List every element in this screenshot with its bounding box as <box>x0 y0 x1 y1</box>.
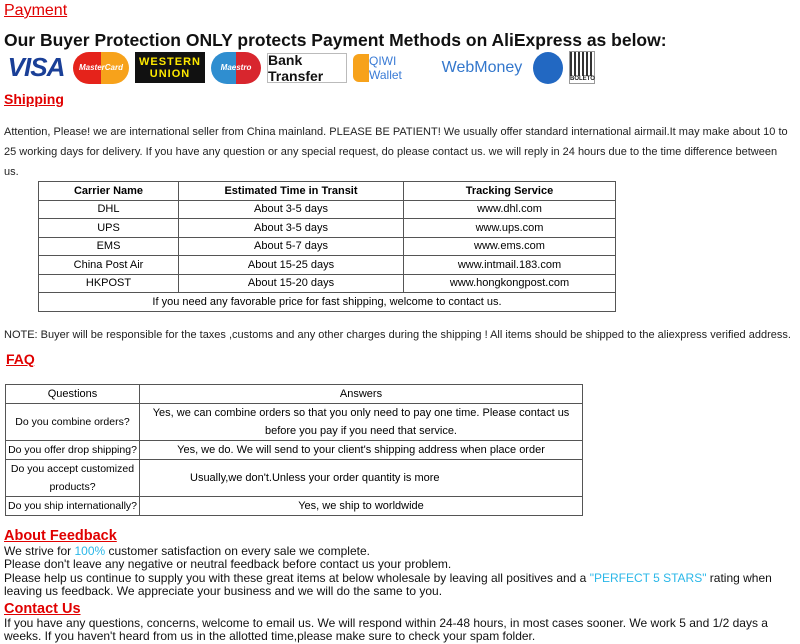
text: Please don't leave any negative or neutral feedback before contact us your problem. <box>4 557 452 572</box>
table-cell: About 5-7 days <box>179 237 404 256</box>
mastercard-logo: MasterCard <box>73 52 129 84</box>
highlight-text: 100% <box>74 544 106 558</box>
faq-row <box>6 460 583 497</box>
table-cell: China Post Air <box>39 256 179 275</box>
faq-row <box>6 497 583 516</box>
table-row <box>39 256 616 275</box>
faq-question: Do you combine orders? <box>6 404 140 441</box>
text: We strive for <box>4 544 75 558</box>
contact-heading: Contact Us <box>4 600 81 617</box>
payment-logos <box>5 50 595 85</box>
faq-answer: Yes, we do. We will send to your client's shipping address when place order <box>140 441 583 460</box>
faq-answer: Yes, we ship to worldwide <box>140 497 583 516</box>
table-cell: EMS <box>39 237 179 256</box>
table-footer: If you need any favorable price for fast shipping, welcome to contact us. <box>39 293 616 312</box>
column-header: Questions <box>6 385 140 404</box>
column-header: Estimated Time in Transit <box>179 182 404 201</box>
faq-question: Do you offer drop shipping? <box>6 441 140 460</box>
faq-question: Do you accept customized products? <box>6 460 140 497</box>
column-header: Answers <box>140 385 583 404</box>
table-cell: www.ups.com <box>404 219 616 238</box>
text: Please help us continue to supply you with these great items at below wholesale by leaving all positives and a <box>4 570 590 585</box>
table-cell: About 3-5 days <box>179 200 404 219</box>
column-header: Tracking Service <box>404 182 616 201</box>
shipping-heading: Shipping <box>4 91 64 107</box>
table-cell: DHL <box>39 200 179 219</box>
column-header: Carrier Name <box>39 182 179 201</box>
shipping-note: NOTE: Buyer will be responsible for the taxes ,customs and any other charges during the shipping ! All items should be shipped to the aliexpress verified address. <box>4 329 791 341</box>
bottom-section <box>0 384 800 643</box>
text: rating when leaving us feedback. We appreciate your business and we will do the same to you. <box>4 570 772 599</box>
table-row <box>39 274 616 293</box>
boleto-label: BOLETO <box>570 76 595 82</box>
bank-transfer-logo: Bank Transfer <box>267 53 347 83</box>
western-union-logo: WESTERN UNION <box>135 52 205 83</box>
webmoney-globe-icon <box>533 52 563 84</box>
barcode-icon <box>570 52 594 76</box>
table-row <box>39 219 616 238</box>
shipping-table <box>38 181 616 312</box>
faq-answer: Usually,we don't.Unless your order quantity is more <box>140 460 583 497</box>
contact-text: If you have any questions, concerns, welcome to email us. We will respond within 24-48 hours, in most cases sooner. We work 5 and 1/2 days a weeks. If you haven't heard from us in the allotted time,please make sure to check your spam folder. <box>4 615 768 644</box>
table-footer-row <box>39 293 616 312</box>
table-cell: www.hongkongpost.com <box>404 274 616 293</box>
table-cell: www.intmail.183.com <box>404 256 616 275</box>
maestro-logo: Maestro <box>211 52 261 84</box>
payment-heading: Payment <box>4 2 68 19</box>
highlight-text: "PERFECT 5 STARS" <box>589 570 707 585</box>
faq-row <box>6 441 583 460</box>
feedback-text <box>0 545 799 599</box>
payment-subtitle: Our Buyer Protection ONLY protects Payment Methods on AliExpress as below: <box>4 30 667 50</box>
table-cell: About 3-5 days <box>179 219 404 238</box>
table-header-row <box>6 385 583 404</box>
faq-heading: FAQ <box>6 351 35 367</box>
faq-table <box>5 384 583 516</box>
table-cell: HKPOST <box>39 274 179 293</box>
table-row <box>39 200 616 219</box>
table-row <box>39 237 616 256</box>
table-cell: About 15-20 days <box>179 274 404 293</box>
table-cell: www.ems.com <box>404 237 616 256</box>
faq-answer: Yes, we can combine orders so that you only need to pay one time. Please contact us before you pay if you need that service. <box>140 404 583 441</box>
table-cell: www.dhl.com <box>404 200 616 219</box>
qiwi-wallet-logo: QIWI Wallet <box>353 54 431 82</box>
feedback-heading: About Feedback <box>4 528 117 544</box>
faq-row <box>6 404 583 441</box>
table-cell: About 15-25 days <box>179 256 404 275</box>
visa-logo: VISA <box>7 52 65 82</box>
boleto-logo <box>569 51 595 84</box>
table-header-row <box>39 182 616 201</box>
shipping-paragraph: Attention, Please! we are international seller from China mainland. PLEASE BE PATIENT! We usually offer standard international airmail.It may make about 10 to 25 working days for delivery. If you have any question or any special request, do please contact us. we will reply in 24 hours due to the time difference between us. <box>4 126 788 178</box>
text: customer satisfaction on every sale we complete. <box>105 544 370 558</box>
table-cell: UPS <box>39 219 179 238</box>
faq-question: Do you ship internationally? <box>6 497 140 516</box>
webmoney-logo: WebMoney <box>441 58 523 76</box>
